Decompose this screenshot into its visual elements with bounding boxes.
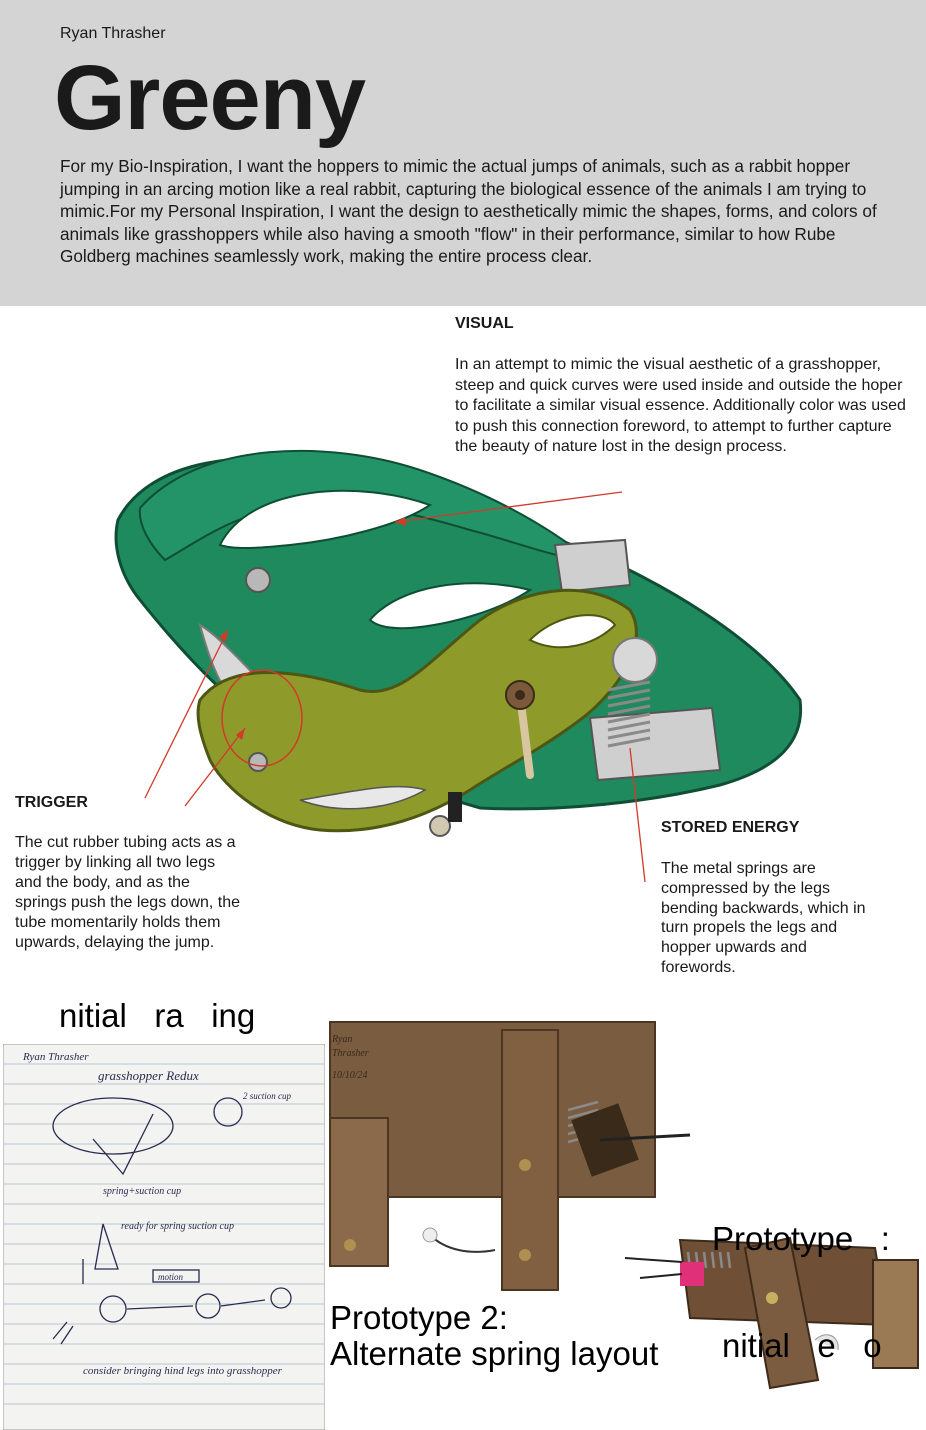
prototype-1-caption-line1: Prototype :	[712, 1220, 890, 1258]
prototype-2-caption-line1: Prototype 2:	[330, 1299, 508, 1336]
sketch-note-1: spring+suction cup	[103, 1186, 182, 1197]
sketch-caption: nitial ra ing	[59, 997, 256, 1034]
sketch-note-2: 2 suction cup	[243, 1091, 291, 1101]
peg-clip	[448, 792, 462, 822]
spring-cap	[613, 638, 657, 682]
peg-upper	[246, 568, 270, 592]
rear-pad	[590, 708, 720, 780]
prototype-2-model	[330, 1022, 690, 1290]
visual-body: In an attempt to mimic the visual aesthetic of a grasshopper, steep and quick curves were used inside and outside the hoper to facilitate a similar visual essence. Additionally color was used to push this connection foreword, to attempt to further capture the beauty of nature lost in the design process.	[455, 356, 906, 455]
proto2-right-leg	[502, 1030, 558, 1290]
sketch-title: grasshopper Redux	[98, 1068, 199, 1083]
stored-energy-body: The metal springs are compressed by the legs bending backwards, which in turn propels the legs and hopper upwards and forewords.	[661, 860, 866, 976]
sketch-name: Ryan Thrasher	[23, 1051, 89, 1063]
trigger-heading: TRIGGER	[15, 794, 88, 811]
prototype-2-caption	[330, 1300, 658, 1371]
visual-heading: VISUAL	[455, 315, 514, 332]
proto1-pink-tab	[680, 1262, 704, 1286]
trigger-body: The cut rubber tubing acts as a trigger by linking all two legs and the body, and as the springs push the legs down, the tube momentarily holds them upwards, delaying the jump.	[15, 834, 241, 951]
peg-front	[430, 816, 450, 836]
rear-pad-top	[555, 540, 630, 592]
prototype-1-caption	[712, 1150, 890, 1399]
peg-lower	[249, 753, 267, 771]
stored-energy-heading: STORED ENERGY	[661, 819, 800, 836]
sketch-notebook	[3, 1044, 325, 1430]
intro-paragraph: For my Bio-Inspiration, I want the hoppers to mimic the actual jumps of animals, such as a rabbit hopper jumping in an arcing motion like a real rabbit, capturing the biological essence of the animals I am trying to mimic.For my Personal Inspiration, I want the design to aesthetically mimic the shapes, forms, and colors of animals like grasshoppers while also having a smooth "flow" in their performance, similar to how Rube Goldberg machines seamlessly work, making the entire process clear.	[60, 156, 877, 267]
sketch-note-5: consider bringing hind legs into grasshopper	[83, 1365, 282, 1377]
prototype-2-caption-line2: Alternate spring layout	[330, 1334, 659, 1372]
sketch-note-3: ready for spring suction cup	[121, 1221, 234, 1232]
prototype-1-caption-line2: nitial e o	[722, 1327, 882, 1365]
proto2-left-leg	[330, 1118, 388, 1266]
page-title: Greeny	[54, 47, 366, 149]
sketch-note-4: motion	[158, 1272, 184, 1282]
proto2-mark-line2: Thrasher	[332, 1048, 369, 1059]
proto2-mark-line3: 10/10/24	[332, 1070, 368, 1081]
author-name: Ryan Thrasher	[60, 25, 166, 42]
proto2-mark-line1: Ryan	[332, 1034, 353, 1045]
